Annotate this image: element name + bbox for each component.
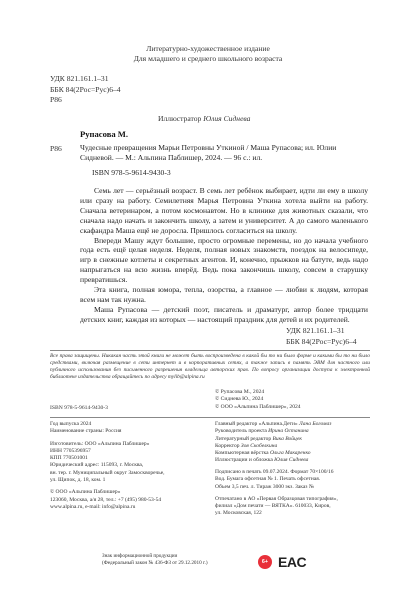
credit-name: Лана Богомаз xyxy=(299,421,332,427)
credit-role: Главный редактор «Альпина.Дети» xyxy=(215,421,298,427)
credit-name: Юлия Сиднева xyxy=(274,457,309,464)
info-line: 123060, Москва, а/я 28, тел.: +7 (495) 980-53-54 xyxy=(50,496,162,503)
isbn-bottom: ISBN 978-5-9614-9430-3 xyxy=(50,405,108,411)
copyright-line: © Сиднева Ю., 2024 xyxy=(215,396,264,403)
udk-code: УДК 821.161.1–31 xyxy=(50,74,109,83)
annotation-paragraph: Эта книга, полная юмора, тепла, озорства, а главное — любви к людям, которая всем нам так нужна. xyxy=(80,285,368,304)
credit-line xyxy=(215,421,375,428)
print-line: Вод. Бумага офсетная № 1. Печать офсетная. xyxy=(215,476,321,483)
divider xyxy=(50,350,370,351)
copyright-block xyxy=(215,389,301,411)
info-line: Изготовитель: ООО «Альпина Паблишер» xyxy=(50,440,150,447)
credit-line xyxy=(215,457,375,464)
credit-name: Ирина Останина xyxy=(268,428,309,435)
info-line: Год выпуска 2024 xyxy=(50,421,92,427)
print-info xyxy=(215,469,375,518)
info-line: Наименование страны: Россия xyxy=(50,428,122,435)
copyright-line: © Рупасова М., 2024 xyxy=(215,389,265,395)
print-line: Объем 3,5 печ. л. Тираж 3000 экз. Заказ № xyxy=(215,483,315,490)
illustrator-line xyxy=(158,114,250,123)
credit-role: Корректор xyxy=(215,442,240,449)
credit-name: Ольга Макаренко xyxy=(269,450,311,457)
info-product-label: Знак информационной продукции xyxy=(102,553,178,559)
author-code-left: Р86 xyxy=(50,144,62,153)
credit-line xyxy=(215,443,375,450)
audience-line: Для младшего и среднего школьного возраста xyxy=(133,53,283,63)
info-line: © ООО «Альпина Паблишер» xyxy=(50,489,121,496)
credit-role: Руководитель проекта xyxy=(215,428,267,435)
bbk-code: ББК 84(2Рос=Рус)6–4 xyxy=(50,84,121,94)
age-rating-badge: 6+ xyxy=(258,555,272,569)
annotation-paragraph: Маша Рупасова — детский поэт, писатель и драматург, автор более тридцати детских книг, каждая из которых — настоящий праздник для детей и их родителей. xyxy=(80,304,368,324)
editorial-credits xyxy=(215,421,375,465)
bibliographic-description: Чудесные превращения Марьи Петровны Уткиной / Маша Рупасова; ил. Юлии Сидневой. — М.: Альпина Паблишер, 2024. — 96 с.: ил. xyxy=(80,143,337,162)
credit-role: Литературный редактор xyxy=(215,435,272,442)
info-line: вн. тер. г. Муниципальный округ Замоскворечье, xyxy=(50,469,165,476)
credit-name: Зоя Скобелкина xyxy=(240,442,278,449)
info-line: www.alpina.ru, e-mail: info@alpina.ru xyxy=(50,503,136,510)
annotation xyxy=(80,186,368,325)
publisher-info xyxy=(50,421,212,511)
info-product-mark xyxy=(102,553,208,567)
credit-role: Компьютерная вёрстка xyxy=(215,450,269,457)
credit-role: Иллюстрации и обложка xyxy=(215,457,273,464)
annotation-paragraph: Семь лет — серьёзный возраст. В семь лет ребёнок выбирает, идти ли ему в школу или сразу на работу. Семилетняя Марья Петровна Уткина хотела выйти на работу. Сначала ветеринаром, а потом космонавтом. Но в клинике для животных сказали, что сначала надо начать и закончить школу, а затем и университет. А до самого маленького скафандра Маша ещё не доросла. Пришлось согласиться на школу. xyxy=(80,186,368,235)
print-line: Отпечатано в АО «Первая Образцовая типография», xyxy=(215,495,338,502)
print-line: ул. Московская, 122 xyxy=(215,510,262,517)
author-code: Р86 xyxy=(50,95,62,104)
print-line: филиал «Дом печати — ВЯТКА». 610033, Киров, xyxy=(215,503,331,510)
credit-name: Вика Войцек xyxy=(272,435,302,442)
info-line: ул. Щипок, д. 18, ком. 1 xyxy=(50,477,106,484)
classification-codes-right xyxy=(286,326,357,347)
print-line: Подписано в печать 09.07.2024. Формат 70×100/16 xyxy=(215,469,334,475)
edition-type: Литературно-художественное издание xyxy=(146,44,270,53)
info-line: КПП 770501001 xyxy=(50,455,88,462)
author-heading: Рупасова М. xyxy=(80,129,129,139)
udk-code-right: УДК 821.161.1–31 xyxy=(286,326,345,335)
classification-codes xyxy=(50,74,121,106)
info-line: Юридический адрес: 115093, г. Москва, xyxy=(50,462,144,469)
credit-line xyxy=(215,436,375,443)
copyright-line: © ООО «Альпина Паблишер», 2024 xyxy=(215,403,301,410)
isbn-main: ISBN 978-5-9614-9430-3 xyxy=(92,168,171,177)
annotation-paragraph: Впереди Машу ждут большие, просто огромные перемены, но до начала учебного года есть ещё целая неделя. Неделя, полная новых знакомств, поездок на велосипеде, игр в снежные котлеты и секретных агентов. И, конечно, прыжков на батуте, ведь надо напрыгаться на всю жизнь вперёд. Ведь пока закончишь школу, совсем в старушку превратишься. xyxy=(80,235,368,285)
illustrator-name: Юлия Сиднева xyxy=(203,114,251,123)
federal-law-note: (Федеральный закон № 436-ФЗ от 29.12.2010 г.) xyxy=(102,559,208,566)
info-line: ИНН 7705396957 xyxy=(50,447,91,454)
bbk-code-right: ББК 84(2Рос=Рус)6–4 xyxy=(286,336,357,346)
divider xyxy=(50,417,370,418)
rights-notice: Все права защищены. Никакая часть этой книги не может быть воспроизведена в какой бы то ни было форме и какими бы то ни было средствами, включая размещение в сети интернет и в корпоративных сетях, а также запись в память ЭВМ для частного или публичного использования без письменного разрешения владельца авторских прав. По вопросу организации доступа к электронной библиотеке издательства обращайтесь по адресу mylib@alpina.ru xyxy=(50,353,370,381)
illustrator-label: Иллюстратор xyxy=(158,114,202,123)
edition-header xyxy=(0,44,416,63)
eac-mark: EAC xyxy=(278,554,307,570)
credit-line xyxy=(215,428,375,435)
